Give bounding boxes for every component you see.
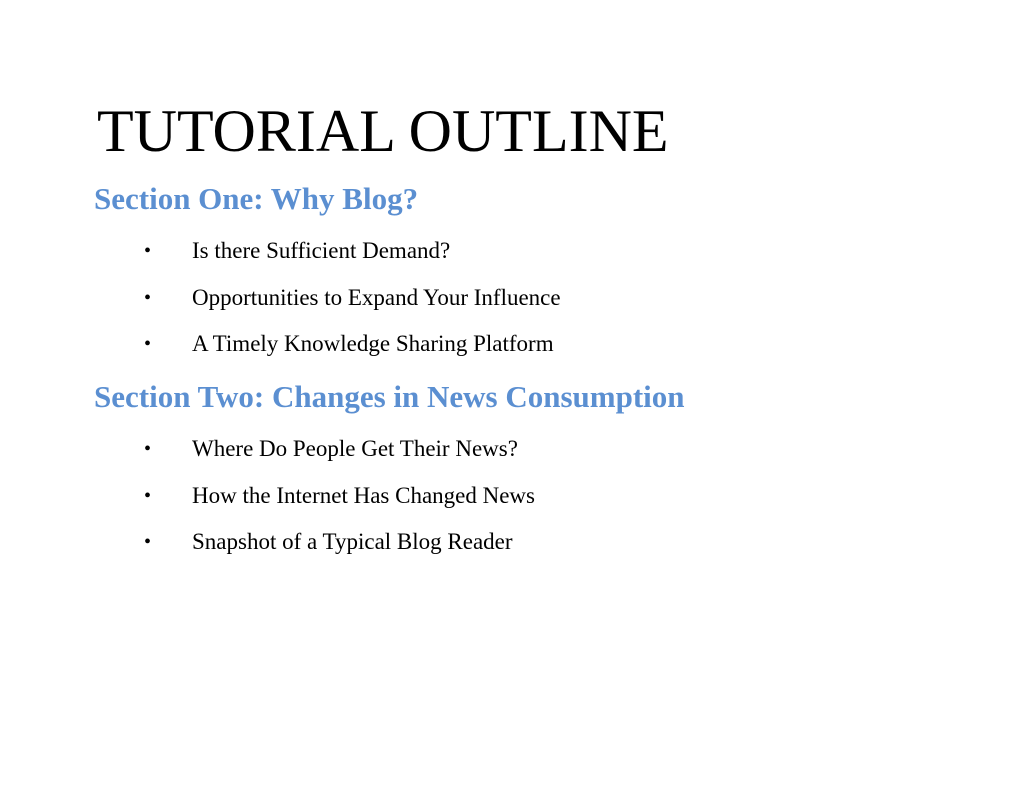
bullet-icon: • — [144, 531, 152, 553]
list-item-text: Where Do People Get Their News? — [192, 436, 518, 461]
bullet-icon: • — [144, 485, 152, 507]
list-item-text: Is there Sufficient Demand? — [192, 238, 451, 263]
bullet-icon: • — [144, 333, 152, 355]
list-item-text: A Timely Knowledge Sharing Platform — [192, 331, 554, 356]
bullet-icon: • — [144, 438, 152, 460]
section-heading-one: Section One: Why Blog? — [94, 181, 419, 216]
list-item-text: Opportunities to Expand Your Influence — [192, 285, 561, 310]
list-item-text: Snapshot of a Typical Blog Reader — [192, 529, 513, 554]
section-heading-two: Section Two: Changes in News Consumption — [94, 379, 685, 414]
bullet-icon: • — [144, 240, 152, 262]
bullet-icon: • — [144, 287, 152, 309]
page-title: TUTORIAL OUTLINE — [97, 98, 669, 164]
list-item-text: How the Internet Has Changed News — [192, 483, 535, 508]
